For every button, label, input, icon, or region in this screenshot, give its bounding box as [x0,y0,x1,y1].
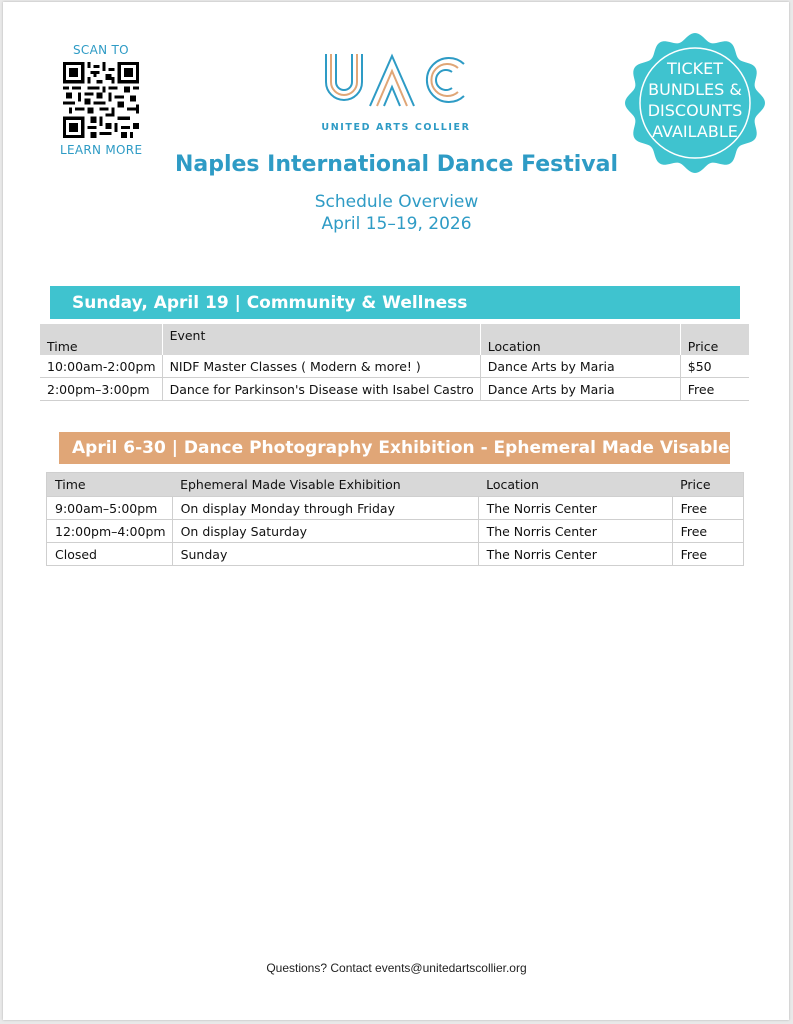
cell-price: $50 [680,355,749,378]
table-header-row [40,324,749,355]
uac-logo [322,52,468,108]
cell-price: Free [672,543,743,566]
festival-dates: April 15–19, 2026 [321,214,472,234]
cell-price: Free [672,520,743,543]
section-heading-sunday: Sunday, April 19 | Community & Wellness [50,286,740,319]
table-row [40,355,749,378]
column-header: Ephemeral Made Visable Exhibition [172,473,478,497]
cell-event: Sunday [172,543,478,566]
cell-location: Dance Arts by Maria [480,355,680,378]
ticket-badge[interactable] [616,58,774,142]
table-row [47,520,744,543]
cell-event: Dance for Parkinson's Disease with Isabel Castro [162,378,480,401]
column-header: Time [47,473,173,497]
column-header: Price [672,473,743,497]
table-header-row [47,473,744,497]
table-row [40,378,749,401]
cell-event: On display Monday through Friday [172,497,478,520]
table-row [47,543,744,566]
cell-location: The Norris Center [478,543,672,566]
cell-time: 2:00pm–3:00pm [40,378,162,401]
badge-line: AVAILABLE [652,122,738,141]
cell-price: Free [680,378,749,401]
column-header: Price [680,324,749,355]
sunday-schedule-table [40,324,749,401]
cell-location: The Norris Center [478,497,672,520]
subtitle-block [0,191,793,235]
qr-code-icon[interactable] [63,62,139,138]
column-header: Location [480,324,680,355]
exhibition-schedule-table [46,472,744,566]
cell-event: On display Saturday [172,520,478,543]
badge-line: BUNDLES & [648,80,742,99]
cell-time: 12:00pm–4:00pm [47,520,173,543]
contact-footer: Questions? Contact events@unitedartscollier.org [266,961,527,975]
column-header: Event [162,324,480,355]
schedule-subtitle: Schedule Overview [314,192,479,212]
badge-line: TICKET [666,59,724,78]
qr-top-label: SCAN TO [73,43,129,57]
cell-time: 9:00am–5:00pm [47,497,173,520]
cell-location: Dance Arts by Maria [480,378,680,401]
cell-event: NIDF Master Classes ( Modern & more! ) [162,355,480,378]
cell-price: Free [672,497,743,520]
cell-time: Closed [47,543,173,566]
column-header: Location [478,473,672,497]
section-heading-exhibition: April 6-30 | Dance Photography Exhibition - Ephemeral Made Visable [59,432,730,464]
org-name: UNITED ARTS COLLIER [321,122,471,133]
badge-line: DISCOUNTS [647,101,743,120]
table-row [47,497,744,520]
cell-location: The Norris Center [478,520,672,543]
page-title: Naples International Dance Festival [174,152,619,177]
column-header: Time [40,324,162,355]
cell-time: 10:00am-2:00pm [40,355,162,378]
qr-bottom-label: LEARN MORE [60,143,143,157]
